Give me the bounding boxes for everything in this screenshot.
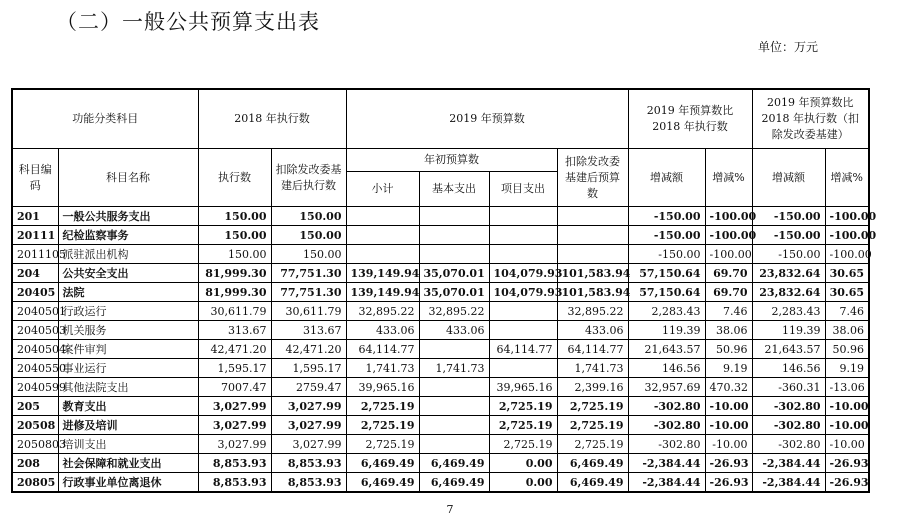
cell-inc-amount: 57,150.64 xyxy=(628,283,705,302)
cell-subtotal: 2,725.19 xyxy=(346,435,419,454)
cell-inc-percent-excl: -100.00 xyxy=(825,245,869,264)
table-row xyxy=(12,397,869,416)
cell-project xyxy=(489,359,557,378)
cell-inc-amount: -150.00 xyxy=(628,226,705,245)
cell-project: 104,079.93 xyxy=(489,283,557,302)
table-row xyxy=(12,435,869,454)
table-row xyxy=(12,283,869,302)
cell-inc-percent: 470.32 xyxy=(705,378,752,397)
cell-exec-excl: 8,853.93 xyxy=(271,473,346,493)
cell-inc-percent-excl: -26.93 xyxy=(825,454,869,473)
cell-subtotal: 6,469.49 xyxy=(346,454,419,473)
header-code: 科目编码 xyxy=(12,149,58,207)
cell-inc-percent: 7.46 xyxy=(705,302,752,321)
cell-inc-amount-excl: -302.80 xyxy=(752,435,825,454)
header-comparison: 2019 年预算数比 2018 年执行数 xyxy=(628,89,752,149)
cell-project: 2,725.19 xyxy=(489,416,557,435)
cell-inc-amount: -302.80 xyxy=(628,416,705,435)
row-name: 进修及培训 xyxy=(58,416,198,435)
cell-project: 0.00 xyxy=(489,454,557,473)
cell-basic xyxy=(419,245,489,264)
page-title: （二）一般公共预算支出表 xyxy=(56,10,320,34)
cell-inc-amount-excl: 2,283.43 xyxy=(752,302,825,321)
cell-basic: 1,741.73 xyxy=(419,359,489,378)
cell-inc-amount-excl: 146.56 xyxy=(752,359,825,378)
cell-basic xyxy=(419,397,489,416)
cell-inc-percent: -100.00 xyxy=(705,226,752,245)
cell-inc-percent-excl: -13.06 xyxy=(825,378,869,397)
cell-inc-amount-excl: -150.00 xyxy=(752,207,825,226)
header-exec: 执行数 xyxy=(198,149,271,207)
cell-exec-excl: 1,595.17 xyxy=(271,359,346,378)
cell-exec-excl: 3,027.99 xyxy=(271,416,346,435)
row-name: 事业运行 xyxy=(58,359,198,378)
cell-inc-percent-excl: 9.19 xyxy=(825,359,869,378)
cell-budget-excl: 2,399.16 xyxy=(557,378,628,397)
cell-inc-amount-excl: -302.80 xyxy=(752,416,825,435)
cell-budget-excl: 433.06 xyxy=(557,321,628,340)
cell-basic xyxy=(419,416,489,435)
row-code: 2040503 xyxy=(12,321,58,340)
cell-budget-excl: 64,114.77 xyxy=(557,340,628,359)
cell-project: 39,965.16 xyxy=(489,378,557,397)
row-code: 2040550 xyxy=(12,359,58,378)
cell-exec: 8,853.93 xyxy=(198,473,271,493)
cell-inc-amount: -302.80 xyxy=(628,435,705,454)
cell-inc-amount: -302.80 xyxy=(628,397,705,416)
cell-exec: 150.00 xyxy=(198,226,271,245)
cell-project: 104,079.93 xyxy=(489,264,557,283)
cell-budget-excl: 1,741.73 xyxy=(557,359,628,378)
cell-budget-excl xyxy=(557,245,628,264)
cell-project xyxy=(489,321,557,340)
cell-exec: 81,999.30 xyxy=(198,283,271,302)
cell-inc-amount-excl: -302.80 xyxy=(752,397,825,416)
cell-budget-excl: 6,469.49 xyxy=(557,454,628,473)
cell-inc-percent: 50.96 xyxy=(705,340,752,359)
cell-exec: 42,471.20 xyxy=(198,340,271,359)
cell-subtotal: 139,149.94 xyxy=(346,283,419,302)
cell-exec: 313.67 xyxy=(198,321,271,340)
table-body xyxy=(12,207,877,493)
cell-basic: 6,469.49 xyxy=(419,473,489,493)
row-name: 机关服务 xyxy=(58,321,198,340)
cell-exec: 3,027.99 xyxy=(198,416,271,435)
cell-exec-excl: 150.00 xyxy=(271,207,346,226)
cell-inc-amount-excl: -2,384.44 xyxy=(752,454,825,473)
cell-inc-amount-excl: -360.31 xyxy=(752,378,825,397)
cell-inc-amount: -150.00 xyxy=(628,245,705,264)
cell-inc-percent: -10.00 xyxy=(705,435,752,454)
cell-exec-excl: 77,751.30 xyxy=(271,283,346,302)
cell-exec-excl: 42,471.20 xyxy=(271,340,346,359)
cell-exec-excl: 3,027.99 xyxy=(271,435,346,454)
cell-budget-excl: 32,895.22 xyxy=(557,302,628,321)
header-inc-amount-excl: 增减额 xyxy=(752,149,825,207)
row-name: 纪检监察事务 xyxy=(58,226,198,245)
budget-table xyxy=(11,88,877,493)
row-name: 法院 xyxy=(58,283,198,302)
table-row xyxy=(12,416,869,435)
cell-basic: 6,469.49 xyxy=(419,454,489,473)
header-budget-excl: 扣除发改委基建后预算数 xyxy=(557,149,628,207)
cell-inc-amount-excl: -2,384.44 xyxy=(752,473,825,493)
cell-exec: 3,027.99 xyxy=(198,435,271,454)
cell-subtotal: 32,895.22 xyxy=(346,302,419,321)
cell-basic xyxy=(419,435,489,454)
cell-inc-amount: 32,957.69 xyxy=(628,378,705,397)
row-name: 一般公共服务支出 xyxy=(58,207,198,226)
cell-exec-excl: 8,853.93 xyxy=(271,454,346,473)
header-inc-amount: 增减额 xyxy=(628,149,705,207)
row-code: 2040599 xyxy=(12,378,58,397)
cell-inc-percent-excl: -100.00 xyxy=(825,207,869,226)
cell-basic xyxy=(419,378,489,397)
cell-inc-percent: -10.00 xyxy=(705,397,752,416)
cell-budget-excl: 6,469.49 xyxy=(557,473,628,493)
cell-exec: 30,611.79 xyxy=(198,302,271,321)
cell-inc-percent: -26.93 xyxy=(705,454,752,473)
cell-exec-excl: 2759.47 xyxy=(271,378,346,397)
cell-inc-amount: 2,283.43 xyxy=(628,302,705,321)
cell-exec: 7007.47 xyxy=(198,378,271,397)
row-name: 派驻派出机构 xyxy=(58,245,198,264)
cell-basic: 35,070.01 xyxy=(419,283,489,302)
cell-inc-percent: 69.70 xyxy=(705,283,752,302)
cell-exec-excl: 77,751.30 xyxy=(271,264,346,283)
row-code: 20111 xyxy=(12,226,58,245)
cell-inc-percent-excl: -10.00 xyxy=(825,397,869,416)
row-code: 2050803 xyxy=(12,435,58,454)
cell-subtotal: 64,114.77 xyxy=(346,340,419,359)
table-row xyxy=(12,359,869,378)
cell-inc-percent-excl: -10.00 xyxy=(825,416,869,435)
table-row xyxy=(12,207,869,226)
cell-inc-amount-excl: -150.00 xyxy=(752,245,825,264)
cell-subtotal: 2,725.19 xyxy=(346,416,419,435)
cell-subtotal: 39,965.16 xyxy=(346,378,419,397)
cell-budget-excl xyxy=(557,226,628,245)
header-name: 科目名称 xyxy=(58,149,198,207)
table-row xyxy=(12,302,869,321)
row-code: 204 xyxy=(12,264,58,283)
header-initial-budget: 年初预算数 xyxy=(346,149,557,172)
table-row xyxy=(12,473,869,493)
cell-inc-percent-excl: 7.46 xyxy=(825,302,869,321)
row-code: 208 xyxy=(12,454,58,473)
header-inc-percent: 增减% xyxy=(705,149,752,207)
cell-exec-excl: 30,611.79 xyxy=(271,302,346,321)
cell-subtotal: 139,149.94 xyxy=(346,264,419,283)
header-inc-percent-excl: 增减% xyxy=(825,149,869,207)
row-code: 201 xyxy=(12,207,58,226)
cell-project: 64,114.77 xyxy=(489,340,557,359)
cell-budget-excl: 2,725.19 xyxy=(557,416,628,435)
cell-subtotal xyxy=(346,226,419,245)
table-row xyxy=(12,264,869,283)
cell-inc-amount: 146.56 xyxy=(628,359,705,378)
cell-inc-amount-excl: -150.00 xyxy=(752,226,825,245)
cell-subtotal: 6,469.49 xyxy=(346,473,419,493)
cell-exec: 8,853.93 xyxy=(198,454,271,473)
cell-project xyxy=(489,226,557,245)
page-number: 7 xyxy=(446,503,454,516)
row-name: 培训支出 xyxy=(58,435,198,454)
cell-project: 2,725.19 xyxy=(489,397,557,416)
cell-inc-percent-excl: 30.65 xyxy=(825,264,869,283)
cell-inc-amount: 21,643.57 xyxy=(628,340,705,359)
row-code: 2011105 xyxy=(12,245,58,264)
cell-exec-excl: 150.00 xyxy=(271,245,346,264)
cell-inc-percent: -10.00 xyxy=(705,416,752,435)
cell-project xyxy=(489,245,557,264)
cell-inc-amount-excl: 119.39 xyxy=(752,321,825,340)
header-comparison-excl: 2019 年预算数比 2018 年执行数（扣除发改委基建） xyxy=(752,89,869,149)
cell-inc-amount: -2,384.44 xyxy=(628,454,705,473)
cell-basic: 32,895.22 xyxy=(419,302,489,321)
cell-exec: 150.00 xyxy=(198,207,271,226)
table-row xyxy=(12,226,869,245)
cell-inc-percent: 9.19 xyxy=(705,359,752,378)
cell-basic: 35,070.01 xyxy=(419,264,489,283)
cell-basic: 433.06 xyxy=(419,321,489,340)
cell-project xyxy=(489,207,557,226)
row-name: 行政运行 xyxy=(58,302,198,321)
cell-exec: 3,027.99 xyxy=(198,397,271,416)
row-code: 20805 xyxy=(12,473,58,493)
cell-inc-amount: 119.39 xyxy=(628,321,705,340)
table-row xyxy=(12,245,869,264)
table-row xyxy=(12,378,869,397)
cell-exec: 150.00 xyxy=(198,245,271,264)
cell-inc-percent-excl: 30.65 xyxy=(825,283,869,302)
cell-inc-percent: -100.00 xyxy=(705,245,752,264)
cell-inc-percent: -100.00 xyxy=(705,207,752,226)
cell-basic xyxy=(419,340,489,359)
row-name: 其他法院支出 xyxy=(58,378,198,397)
cell-subtotal: 1,741.73 xyxy=(346,359,419,378)
cell-subtotal xyxy=(346,245,419,264)
cell-inc-percent-excl: -26.93 xyxy=(825,473,869,493)
cell-inc-amount-excl: 21,643.57 xyxy=(752,340,825,359)
cell-budget-excl: 101,583.94 xyxy=(557,264,628,283)
row-name: 教育支出 xyxy=(58,397,198,416)
cell-subtotal xyxy=(346,207,419,226)
cell-inc-amount: -150.00 xyxy=(628,207,705,226)
cell-inc-amount: -2,384.44 xyxy=(628,473,705,493)
cell-exec-excl: 150.00 xyxy=(271,226,346,245)
cell-inc-percent: -26.93 xyxy=(705,473,752,493)
row-code: 20508 xyxy=(12,416,58,435)
cell-project: 2,725.19 xyxy=(489,435,557,454)
cell-basic xyxy=(419,226,489,245)
cell-inc-amount-excl: 23,832.64 xyxy=(752,264,825,283)
cell-budget-excl xyxy=(557,207,628,226)
row-name: 案件审判 xyxy=(58,340,198,359)
row-code: 2040501 xyxy=(12,302,58,321)
header-budget-2019: 2019 年预算数 xyxy=(346,89,628,149)
cell-inc-percent-excl: 38.06 xyxy=(825,321,869,340)
row-name: 公共安全支出 xyxy=(58,264,198,283)
header-exec-excl: 扣除发改委基建后执行数 xyxy=(271,149,346,207)
table-row xyxy=(12,340,869,359)
cell-subtotal: 433.06 xyxy=(346,321,419,340)
header-project: 项目支出 xyxy=(489,172,557,207)
row-code: 205 xyxy=(12,397,58,416)
cell-inc-amount-excl: 23,832.64 xyxy=(752,283,825,302)
cell-basic xyxy=(419,207,489,226)
cell-exec: 81,999.30 xyxy=(198,264,271,283)
cell-inc-amount: 57,150.64 xyxy=(628,264,705,283)
header-basic: 基本支出 xyxy=(419,172,489,207)
cell-inc-percent-excl: -100.00 xyxy=(825,226,869,245)
row-code: 2040504 xyxy=(12,340,58,359)
header-exec-2018: 2018 年执行数 xyxy=(198,89,346,149)
table-row xyxy=(12,321,869,340)
header-subtotal: 小计 xyxy=(346,172,419,207)
cell-project: 0.00 xyxy=(489,473,557,493)
header-function: 功能分类科目 xyxy=(12,89,198,149)
cell-budget-excl: 101,583.94 xyxy=(557,283,628,302)
cell-exec-excl: 313.67 xyxy=(271,321,346,340)
row-name: 社会保障和就业支出 xyxy=(58,454,198,473)
cell-inc-percent: 69.70 xyxy=(705,264,752,283)
cell-budget-excl: 2,725.19 xyxy=(557,435,628,454)
unit-label: 单位：万元 xyxy=(757,40,818,54)
table-row xyxy=(12,454,869,473)
cell-exec-excl: 3,027.99 xyxy=(271,397,346,416)
row-name: 行政事业单位离退休 xyxy=(58,473,198,493)
cell-inc-percent-excl: 50.96 xyxy=(825,340,869,359)
row-code: 20405 xyxy=(12,283,58,302)
cell-inc-percent-excl: -10.00 xyxy=(825,435,869,454)
cell-project xyxy=(489,302,557,321)
cell-exec: 1,595.17 xyxy=(198,359,271,378)
cell-inc-percent: 38.06 xyxy=(705,321,752,340)
cell-budget-excl: 2,725.19 xyxy=(557,397,628,416)
cell-subtotal: 2,725.19 xyxy=(346,397,419,416)
